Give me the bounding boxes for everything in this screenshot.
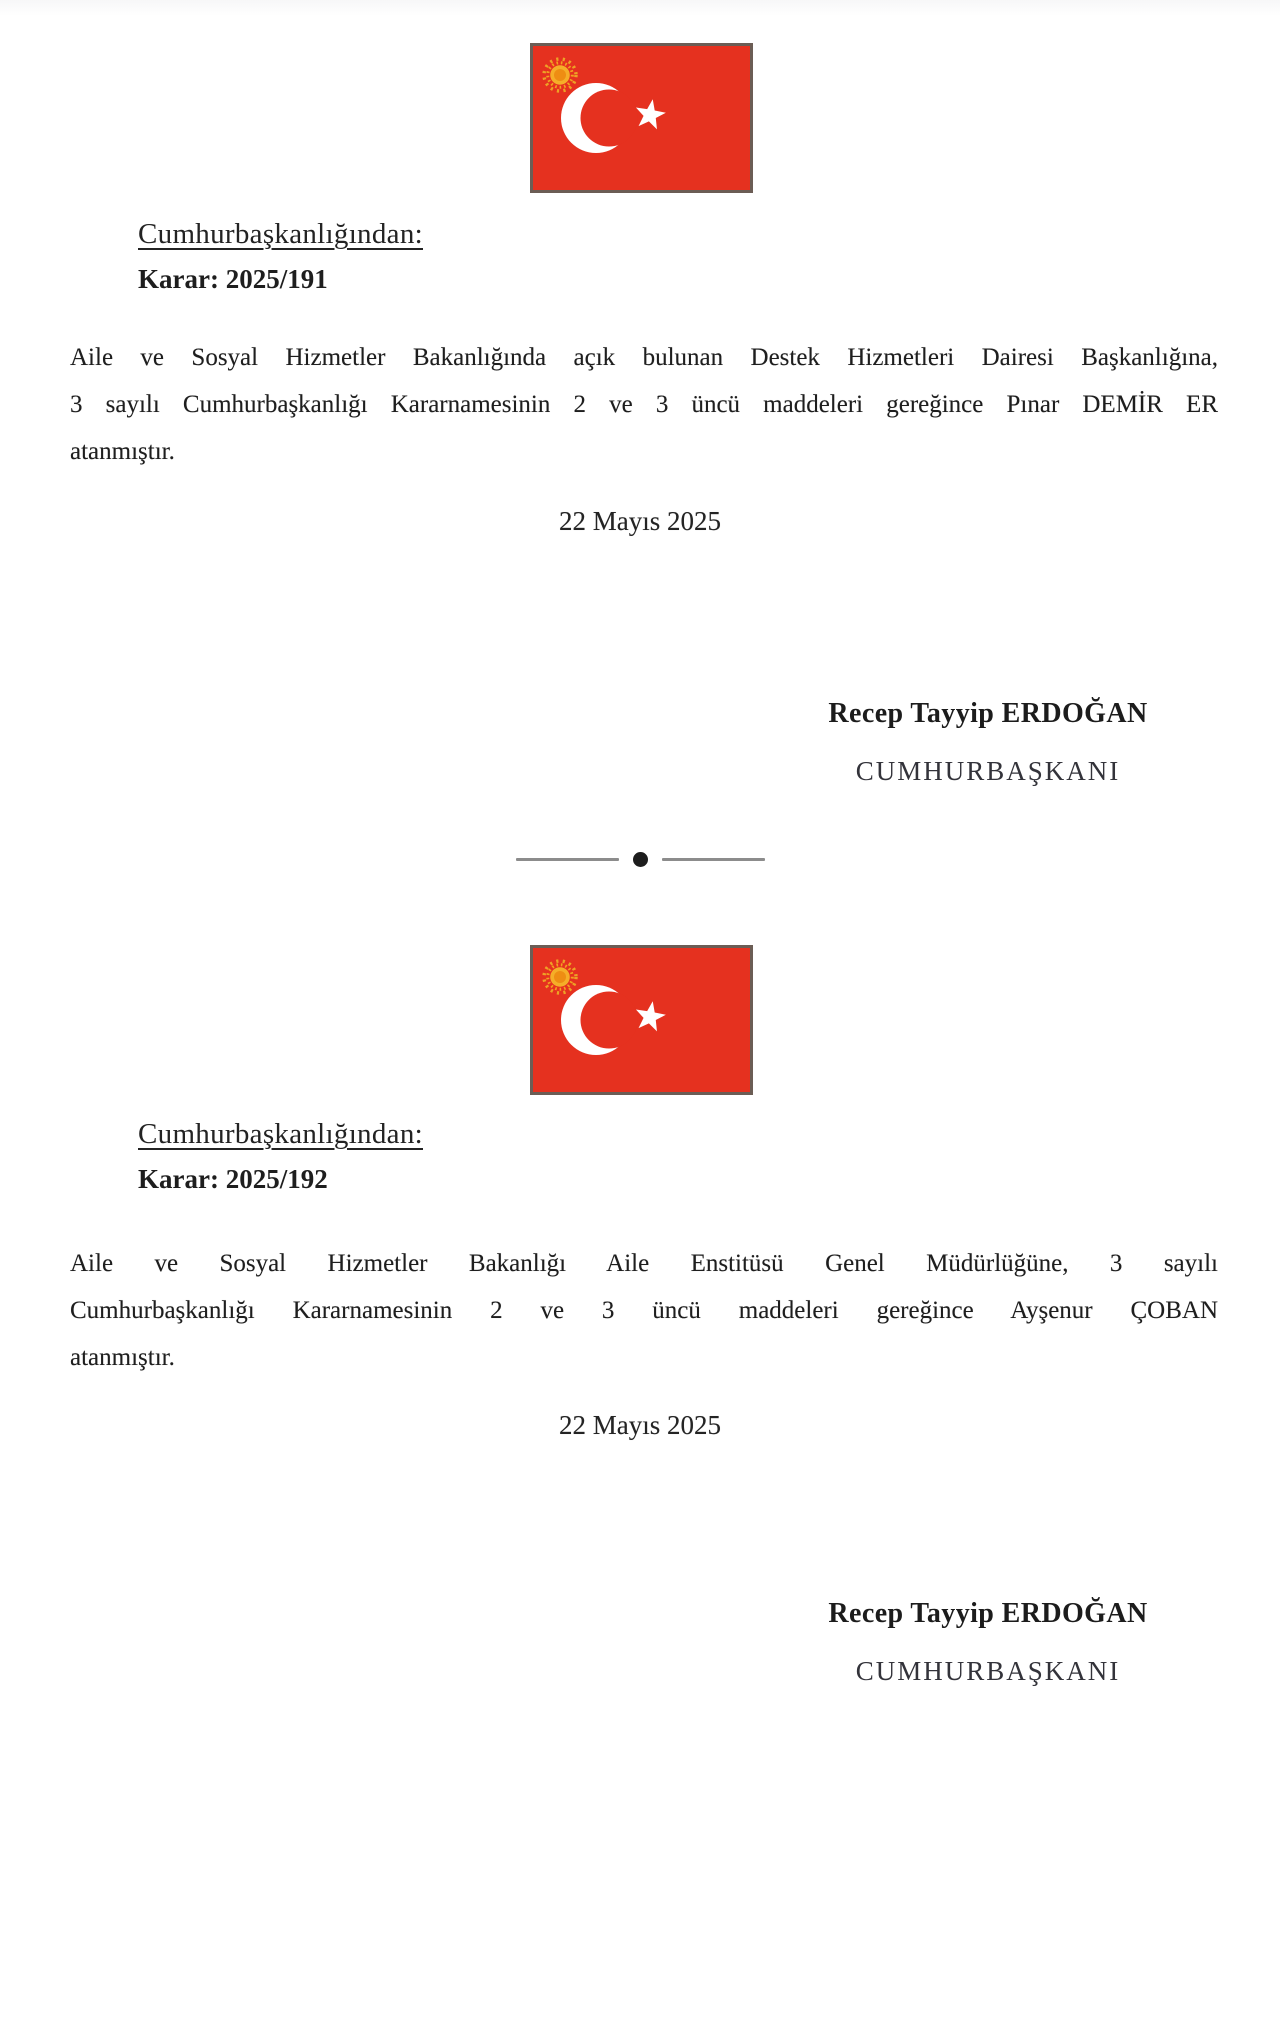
decree-body — [70, 1240, 1218, 1381]
signer-name: Recep Tayyip ERDOĞAN — [828, 1598, 1148, 1629]
divider-line — [516, 858, 619, 861]
turkish-presidential-flag-icon — [530, 945, 753, 1095]
decree-body-line: Aile ve Sosyal Hizmetler Bakanlığında açık bulunan Destek Hizmetleri Dairesi Başkanlığına, — [70, 344, 1218, 371]
decree-number: Karar: 2025/191 — [138, 264, 328, 294]
decree-date: 22 Mayıs 2025 — [559, 506, 721, 536]
decree-heading: Cumhurbaşkanlığından: — [138, 218, 423, 250]
signer-title: CUMHURBAŞKANI — [855, 1656, 1121, 1686]
decree-body-line: atanmıştır. — [70, 1344, 175, 1371]
decree-body-line: Cumhurbaşkanlığı Kararnamesinin 2 ve 3 üncü maddeleri gereğince Ayşenur ÇOBAN — [70, 1297, 1218, 1324]
section-divider — [0, 852, 1280, 867]
divider-dot-icon — [633, 852, 648, 867]
decree-body — [70, 334, 1218, 475]
turkish-presidential-flag-icon — [530, 43, 753, 193]
signer-title: CUMHURBAŞKANI — [855, 756, 1121, 786]
divider-line — [662, 858, 765, 861]
decree-body-line: Aile ve Sosyal Hizmetler Bakanlığı Aile Enstitüsü Genel Müdürlüğüne, 3 sayılı — [70, 1250, 1218, 1277]
scan-artifact-strip — [0, 0, 1280, 16]
decree-number: Karar: 2025/192 — [138, 1164, 328, 1194]
decree-heading: Cumhurbaşkanlığından: — [138, 1118, 423, 1150]
signer-name: Recep Tayyip ERDOĞAN — [828, 698, 1148, 729]
signature-block — [656, 698, 1280, 787]
decree-body-line: 3 sayılı Cumhurbaşkanlığı Kararnamesinin 2 ve 3 üncü maddeleri gereğince Pınar DEMİR ER — [70, 391, 1218, 418]
decree-body-line: atanmıştır. — [70, 438, 175, 465]
decree-date: 22 Mayıs 2025 — [559, 1410, 721, 1440]
signature-block — [656, 1598, 1280, 1687]
